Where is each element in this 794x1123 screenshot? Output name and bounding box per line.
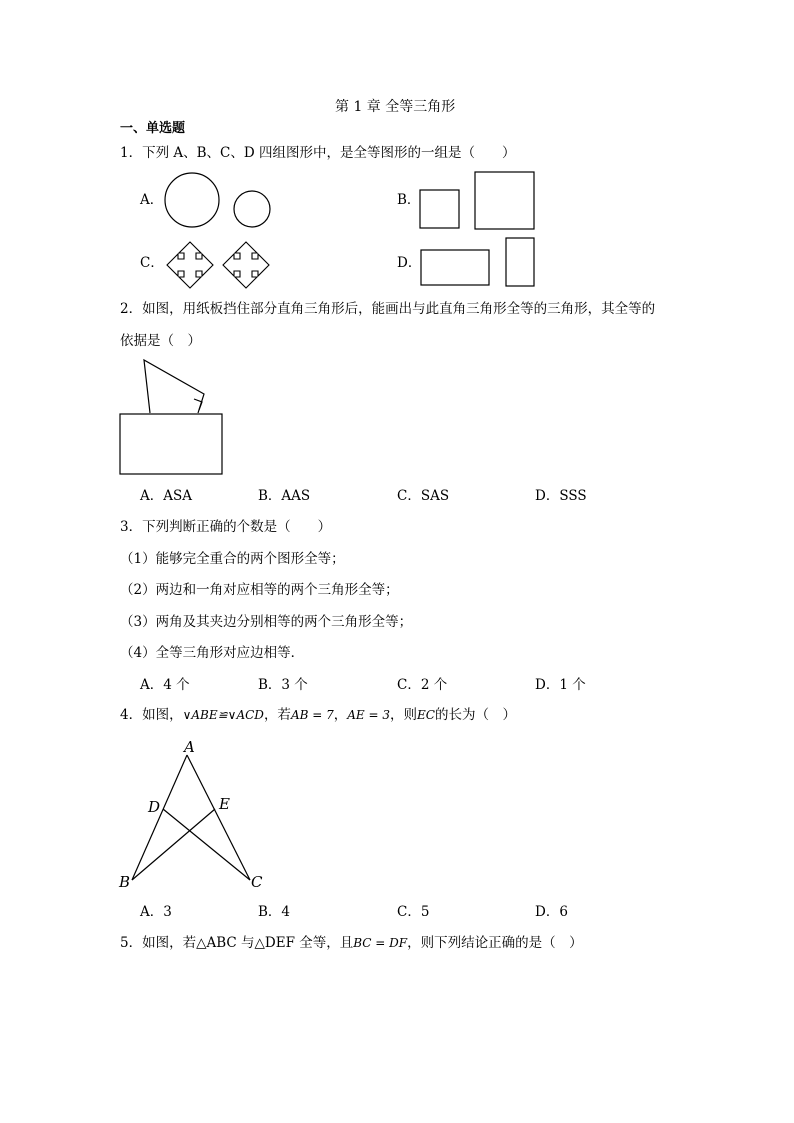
segment-ac: [187, 755, 250, 880]
q4-stem-mid3: ，则: [390, 707, 417, 723]
point-label-d: D: [148, 798, 161, 816]
q1-option-a-figure: [160, 170, 280, 230]
q5-stem-suffix: ，则下列结论正确的是（ ）: [407, 935, 583, 951]
segment-ab: [132, 755, 187, 880]
q3-option-b[interactable]: B．3 个: [258, 677, 308, 693]
question-1-stem: 1．下列 A、B、C、D 四组图形中，是全等图形的一组是（ ）: [120, 145, 516, 161]
q2-figure-triangle-cardboard: [118, 358, 228, 478]
question-5-stem: [120, 937, 583, 951]
tall-rectangle: [506, 238, 534, 286]
point-label-a: A: [184, 738, 195, 756]
q3-option-a[interactable]: A．4 个: [140, 677, 190, 693]
q5-condition: BC = DF: [353, 936, 408, 950]
q1-option-b-figure: [418, 170, 538, 232]
right-angle-mark: [194, 399, 202, 410]
q4-figure-triangles: [112, 735, 272, 895]
q4-option-a[interactable]: A．3: [140, 904, 172, 920]
question-3-stem: 3．下列判断正确的个数是（ ）: [120, 519, 332, 535]
q3-option-c[interactable]: C．2 个: [397, 677, 448, 693]
q4-stem-suffix: 的长为（ ）: [434, 707, 516, 723]
segment-cd: [163, 809, 250, 880]
wide-rectangle: [421, 250, 489, 285]
q4-stem-prefix: 4．如图，: [120, 707, 183, 723]
q4-stem-mid2: ，: [333, 707, 348, 723]
q4-given-ab: AB = 7: [290, 708, 334, 722]
q4-target-ec: EC: [417, 708, 435, 722]
point-label-c: C: [251, 873, 263, 891]
q1-option-a-label: A．: [140, 192, 164, 208]
q1-option-c-figure: [165, 240, 275, 290]
segment-bd-to-e: [132, 809, 215, 880]
small-square: [420, 190, 459, 228]
q5-stem-prefix: 5．如图，若△ABC 与△DEF 全等，且: [120, 935, 354, 951]
q3-statement-4: （4）全等三角形对应边相等．: [120, 645, 305, 661]
q2-option-c[interactable]: C．SAS: [397, 488, 450, 504]
point-label-e: E: [219, 795, 230, 813]
large-square: [475, 172, 534, 229]
q1-option-c-label: C．: [140, 255, 164, 271]
section-heading: 一、单选题: [120, 121, 186, 136]
q2-option-a[interactable]: A．ASA: [140, 488, 192, 504]
question-2-stem-line2: 依据是（ ）: [120, 333, 201, 349]
small-circle: [234, 191, 270, 227]
q4-option-c[interactable]: C．5: [397, 904, 430, 920]
q3-statement-2: （2）两边和一角对应相等的两个三角形全等；: [120, 582, 399, 598]
page-title: 第 1 章 全等三角形: [335, 99, 456, 115]
star-shape-left: [167, 242, 213, 288]
q1-option-d-figure: [418, 236, 540, 288]
question-2-stem-line1: 2．如图，用纸板挡住部分直角三角形后，能画出与此直角三角形全等的三角形，其全等的: [120, 301, 656, 317]
q3-option-d[interactable]: D．1 个: [535, 677, 586, 693]
q2-option-d[interactable]: D．SSS: [535, 488, 587, 504]
q3-statement-1: （1）能够完全重合的两个图形全等；: [120, 551, 345, 567]
star-shape-right: [223, 242, 269, 288]
q2-option-b[interactable]: B．AAS: [258, 488, 311, 504]
q1-option-b-label: B．: [397, 192, 421, 208]
q4-option-b[interactable]: B．4: [258, 904, 291, 920]
q1-option-d-label: D．: [397, 255, 422, 271]
q4-stem-mid1: ，若: [263, 707, 291, 723]
right-triangle: [144, 360, 204, 413]
q3-statement-3: （3）两角及其夹边分别相等的两个三角形全等；: [120, 614, 413, 630]
cardboard-rectangle: [120, 414, 222, 474]
point-label-b: B: [119, 873, 131, 891]
q4-option-d[interactable]: D．6: [535, 904, 568, 920]
question-4-stem: [120, 709, 516, 723]
q4-given-ae: AE = 3: [347, 708, 390, 722]
q4-congruence-expression: ∨ABE≌∨ACD: [182, 708, 264, 722]
large-circle: [165, 173, 219, 227]
